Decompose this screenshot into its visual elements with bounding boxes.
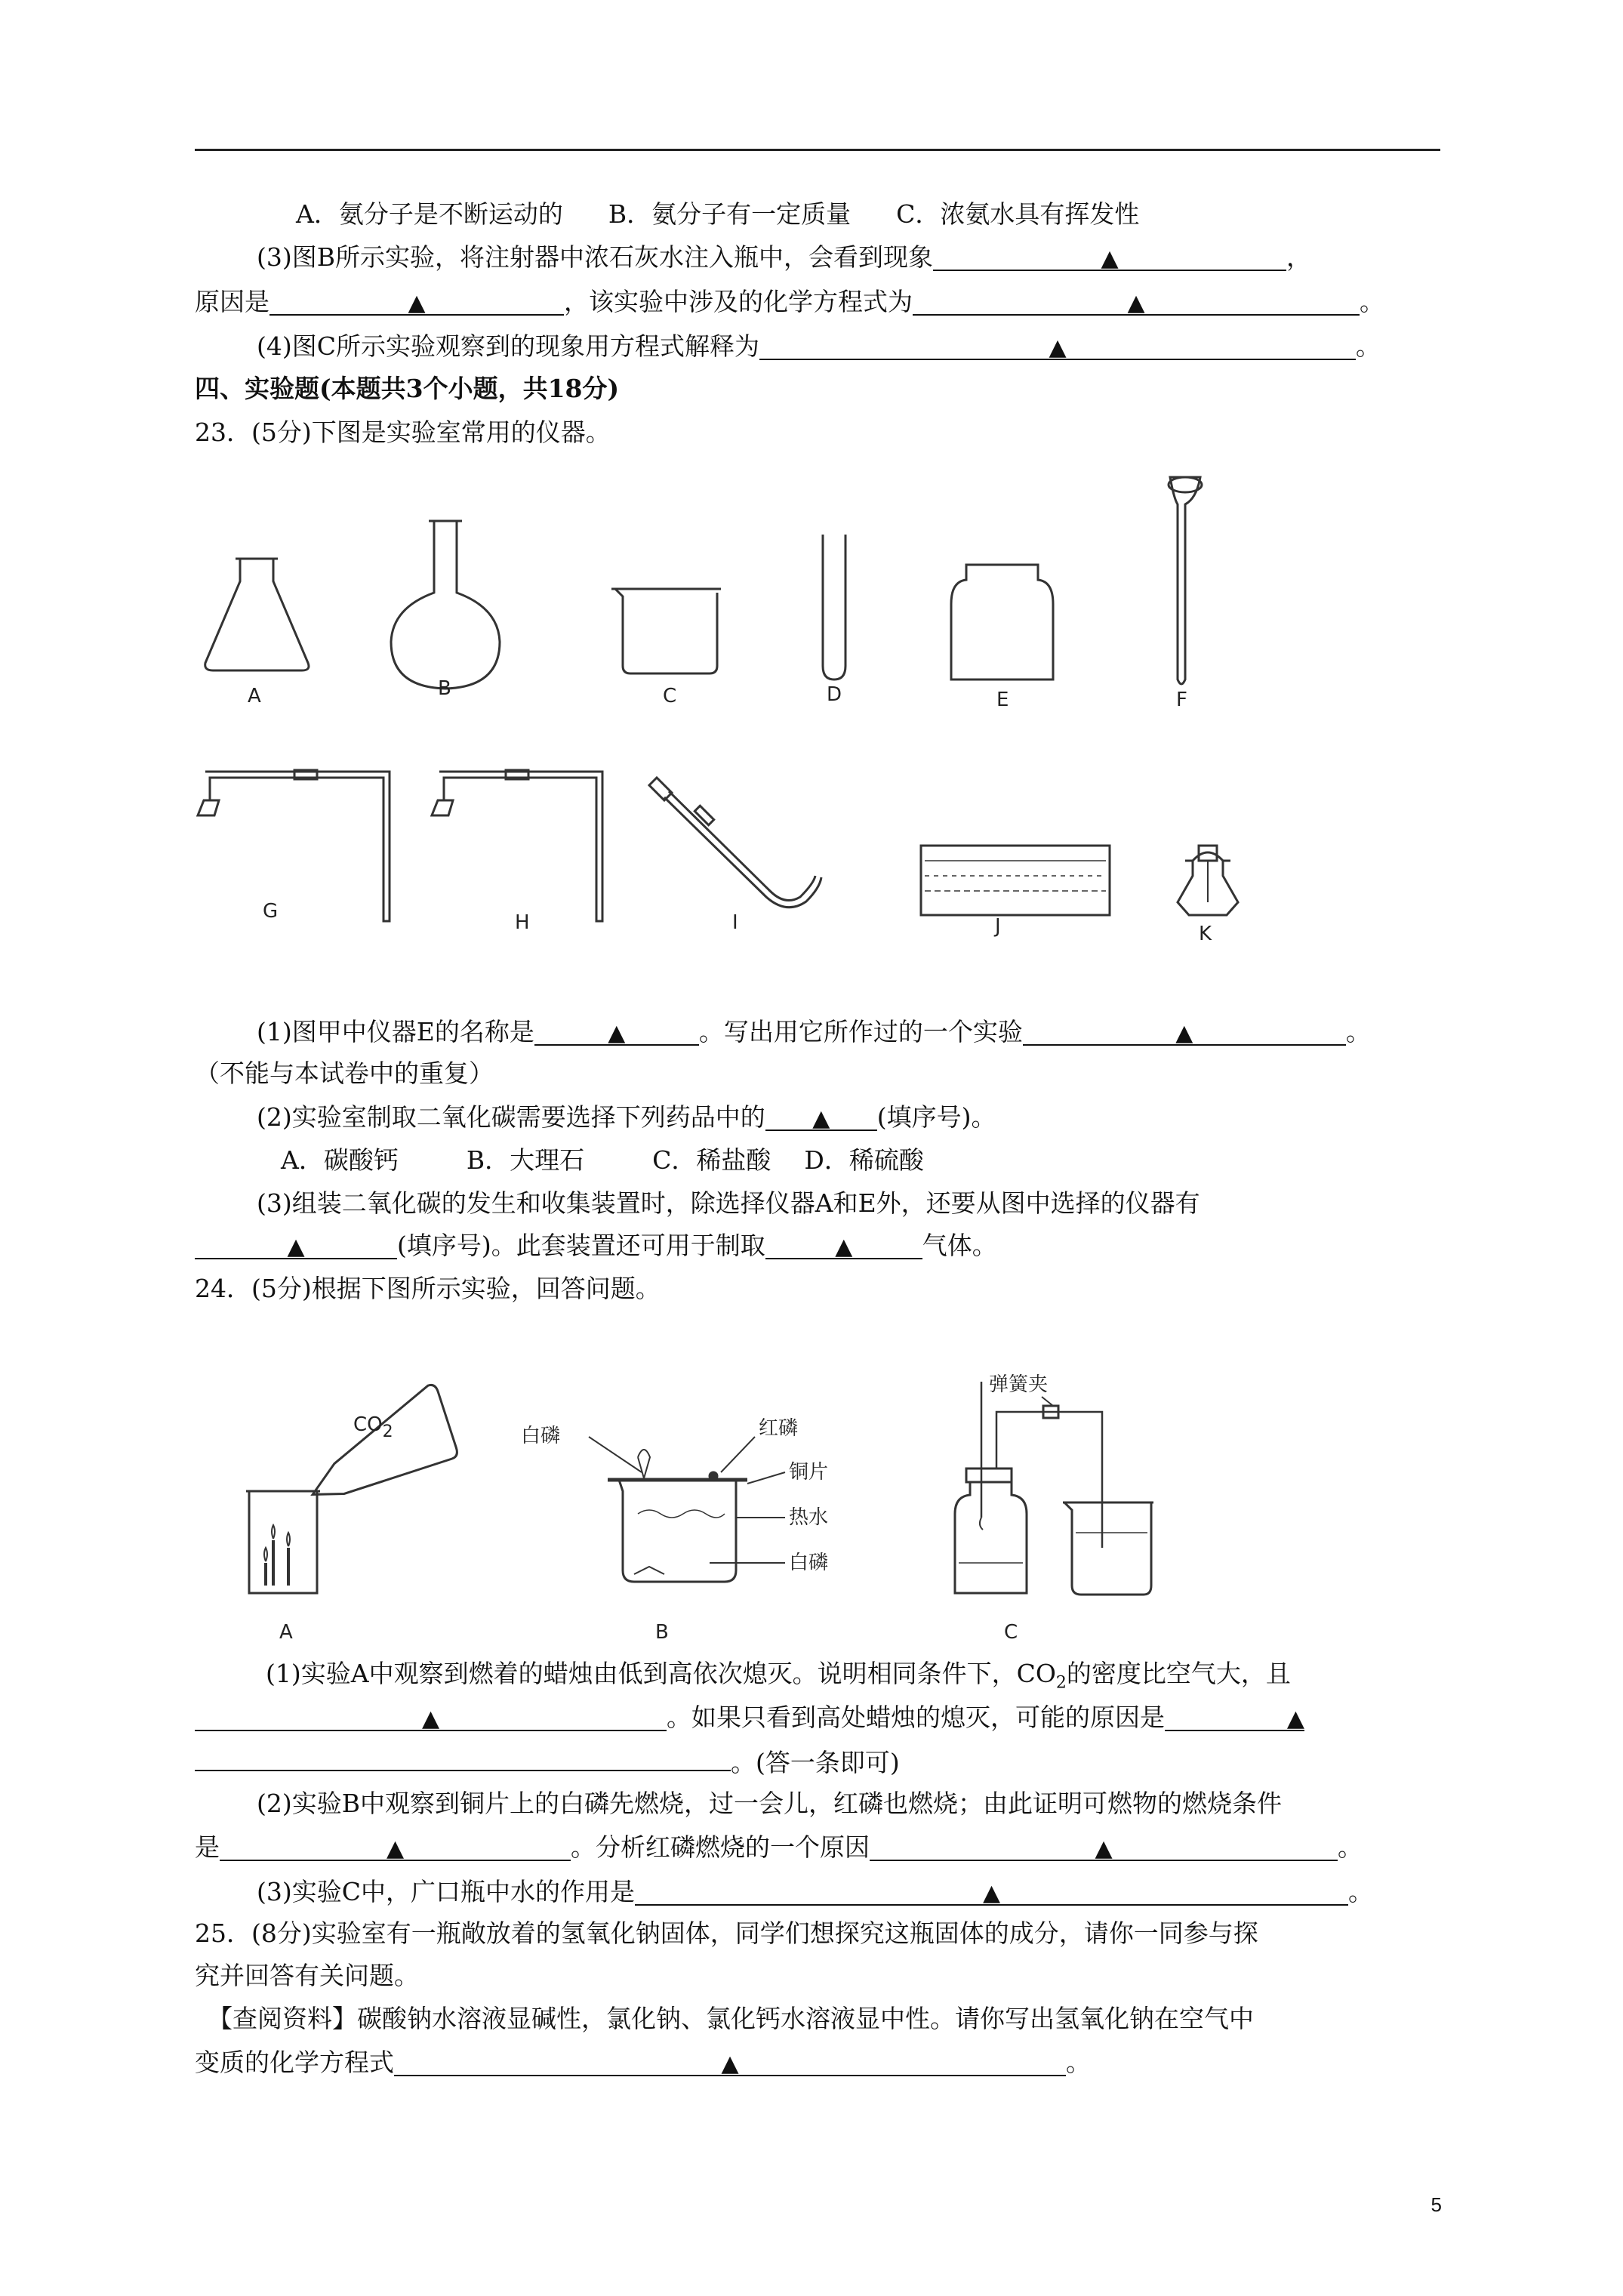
answer-blank[interactable] xyxy=(765,1102,877,1131)
label-honglin: 红磷 xyxy=(759,1417,799,1440)
triangle-icon: ▲ xyxy=(1286,1706,1304,1732)
q22-p4-line: (4)图C所示实验观察到的现象用方程式解释为 ▲ 。 xyxy=(257,331,1381,361)
answer-blank[interactable] xyxy=(635,1877,1348,1906)
answer-blank[interactable] xyxy=(195,1231,397,1259)
q22-option-c: C．浓氨水具有挥发性 xyxy=(896,199,1140,229)
water-trough-icon xyxy=(921,846,1110,915)
answer-blank[interactable] xyxy=(933,242,1286,271)
label-a: A xyxy=(279,1621,293,1644)
bent-tube-icon xyxy=(649,778,821,908)
delivery-tube-h-icon xyxy=(432,770,602,921)
page-number: 5 xyxy=(1431,2193,1442,2216)
q23-option-c: C．稀盐酸 xyxy=(652,1145,771,1175)
q22-option-b: B．氨分子有一定质量 xyxy=(608,199,852,229)
beaker-icon xyxy=(611,589,721,673)
label-h: H xyxy=(515,911,530,934)
q23-p1-line2: （不能与本试卷中的重复） xyxy=(195,1059,494,1088)
label-j: J xyxy=(995,915,1001,938)
q23-option-d: D．稀硫酸 xyxy=(804,1145,924,1175)
answer-blank[interactable] xyxy=(269,287,564,316)
triangle-icon: ▲ xyxy=(982,1880,1001,1906)
label-tongpian: 铜片 xyxy=(789,1461,829,1484)
triangle-icon: ▲ xyxy=(287,1234,305,1260)
triangle-icon: ▲ xyxy=(408,290,426,316)
label-i: I xyxy=(732,911,738,934)
label-k: K xyxy=(1199,923,1212,945)
q22-p3-text: (3)图B所示实验，将注射器中浓石灰水注入瓶中，会看到现象 xyxy=(257,242,933,272)
q24-stem: 24．(5分)根据下图所示实验，回答问题。 xyxy=(195,1274,661,1303)
label-a: A xyxy=(248,685,261,707)
test-tube-icon xyxy=(823,535,845,680)
label-e: E xyxy=(996,689,1009,711)
label-reshui: 热水 xyxy=(789,1506,829,1529)
label-b: B xyxy=(438,677,451,700)
label-f: F xyxy=(1176,689,1187,711)
triangle-icon: ▲ xyxy=(1095,1835,1113,1862)
q25-stem-line2: 究并回答有关问题。 xyxy=(195,1961,419,1990)
label-bailin2: 白磷 xyxy=(789,1552,829,1574)
q23-p2-line: (2)实验室制取二氧化碳需要选择下列药品中的 ▲ (填序号)。 xyxy=(257,1102,996,1132)
q24-p1-line2: ▲ 。如果只看到高处蜡烛的熄灭，可能的原因是 ▲ xyxy=(195,1701,1304,1734)
answer-blank[interactable] xyxy=(394,2048,1066,2076)
q23-stem: 23．(5分)下图是实验室常用的仪器。 xyxy=(195,418,611,447)
triangle-icon: ▲ xyxy=(608,1020,626,1046)
label-d: D xyxy=(827,683,842,706)
conical-flask-icon xyxy=(205,559,309,670)
q25-stem-line1: 25．(8分)实验室有一瓶敞放着的氢氧化钠固体，同学们想探究这瓶固体的成分，请你一同参与探 xyxy=(195,1918,1258,1948)
triangle-icon: ▲ xyxy=(1101,245,1119,272)
answer-blank[interactable] xyxy=(1165,1703,1304,1731)
label-c: C xyxy=(663,685,677,707)
answer-blank[interactable] xyxy=(534,1017,699,1046)
q23-option-a: A．碳酸钙 xyxy=(281,1145,399,1175)
alcohol-lamp-icon xyxy=(1178,846,1238,915)
triangle-icon: ▲ xyxy=(721,2051,739,2077)
experiment-figure xyxy=(226,1359,1208,1646)
answer-blank[interactable] xyxy=(913,287,1360,316)
label-c: C xyxy=(1004,1621,1018,1644)
triangle-icon: ▲ xyxy=(835,1234,853,1260)
section-title: 四、实验题(本题共3个小题，共18分) xyxy=(195,374,620,403)
q24-p1-line1: (1)实验A中观察到燃着的蜡烛由低到高依次熄灭。说明相同条件下，$CO_2$的密度比空气大，且 xyxy=(266,1659,1291,1693)
label-tanhuangjia: 弹簧夹 xyxy=(989,1373,1049,1396)
delivery-tube-g-icon xyxy=(198,770,390,921)
answer-blank[interactable] xyxy=(759,331,1356,360)
q24-p3-line: (3)实验C中，广口瓶中水的作用是 ▲ 。 xyxy=(257,1877,1373,1906)
label-bailin: 白磷 xyxy=(521,1425,561,1447)
round-flask-icon xyxy=(391,521,500,689)
answer-blank[interactable] xyxy=(220,1832,571,1861)
q24-p2-line1: (2)实验B中观察到铜片上的白磷先燃烧，过一会儿，红磷也燃烧；由此证明可燃物的燃烧条件 xyxy=(257,1789,1282,1818)
instruments-figure xyxy=(189,468,1283,951)
q24-p2-line2: 是 ▲ 。分析红磷燃烧的一个原因 ▲ 。 xyxy=(195,1832,1363,1862)
triangle-icon: ▲ xyxy=(386,1835,405,1862)
triangle-icon: ▲ xyxy=(1049,334,1067,361)
triangle-icon: ▲ xyxy=(421,1706,440,1732)
q25-info-line2: 变质的化学方程式 ▲ 。 xyxy=(195,2048,1091,2077)
answer-blank[interactable] xyxy=(195,1703,667,1731)
q23-p3-line1: (3)组装二氧化碳的发生和收集装置时，除选择仪器A和E外，还要从图中选择的仪器有 xyxy=(257,1188,1200,1218)
q24-p1-line3: 。(答一条即可) xyxy=(195,1743,900,1780)
answer-blank[interactable] xyxy=(1023,1017,1346,1046)
gas-jar-icon xyxy=(951,565,1053,680)
q22-option-a: A．氨分子是不断运动的 xyxy=(296,199,563,229)
q22-options xyxy=(296,198,1139,231)
q22-p3-line2: 原因是 ▲ ，该实验中涉及的化学方程式为 ▲ 。 xyxy=(195,287,1384,316)
q23-p2-options xyxy=(281,1144,924,1177)
co2-text: $CO_2$ xyxy=(353,1413,393,1441)
q23-option-b: B．大理石 xyxy=(466,1145,585,1175)
triangle-icon: ▲ xyxy=(812,1105,830,1132)
phosphorus-beaker-icon xyxy=(589,1437,785,1582)
answer-blank[interactable] xyxy=(870,1832,1338,1861)
q22-p3-line1: (3)图B所示实验，将注射器中浓石灰水注入瓶中，会看到现象 ▲ ， xyxy=(257,242,1311,272)
triangle-icon: ▲ xyxy=(1127,290,1145,316)
q23-p1-line1: (1)图甲中仪器E的名称是 ▲ 。写出用它所作过的一个实验 ▲ 。 xyxy=(257,1017,1371,1046)
q23-p3-line2: ▲ (填序号)。此套装置还可用于制取 ▲ 气体。 xyxy=(195,1229,997,1262)
triangle-icon: ▲ xyxy=(1175,1020,1193,1046)
q25-info-line1: 【查阅资料】碳酸钠水溶液显碱性，氯化钠、氯化钙水溶液显中性。请你写出氢氧化钠在空气中 xyxy=(208,2004,1254,2033)
label-b: B xyxy=(655,1621,669,1644)
answer-blank[interactable] xyxy=(765,1231,922,1259)
label-g: G xyxy=(263,900,279,923)
header-rule xyxy=(195,149,1440,151)
funnel-icon xyxy=(1169,477,1202,684)
answer-blank[interactable] xyxy=(195,1743,731,1771)
jar-clamp-icon xyxy=(955,1382,1153,1595)
